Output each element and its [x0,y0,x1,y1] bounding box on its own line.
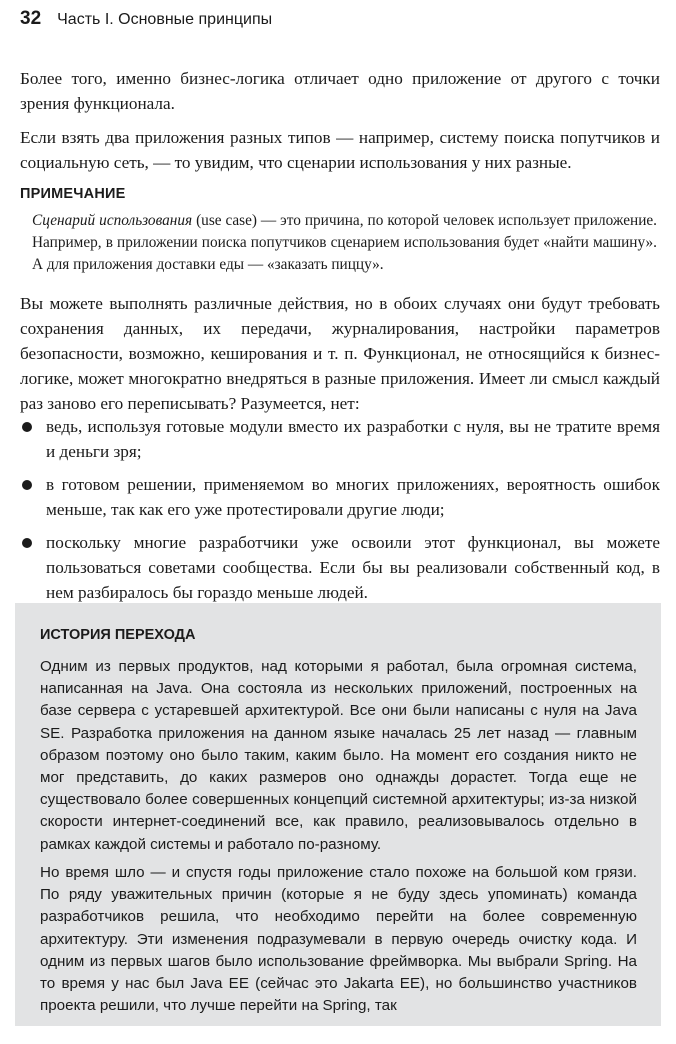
running-title: Часть I. Основные принципы [57,11,273,28]
bullet-text: поскольку многие разработчики уже освоили этот функционал, вы можете пользоваться советами сообщества. Если бы вы реализовали собственный код, в нем разбиралось бы гораздо меньше людей. [46,533,660,602]
sidebar-paragraph-1: Одним из первых продуктов, над которыми я работал, была огромная система, написанная на Java. Она состояла из нескольких приложений, построенных на базе сервера с устаревшей архитектурой. Все они были написаны с нуля на Java SE. Разработка приложения на данном языке началась 25 лет назад — главным образом поэтому оно было таким, каким было. На момент его создания никто не мог представить, до каких размеров оно однажды дорастет. Тогда еще не существовало более совершенных концепций системной архитектуры; из-за низкой скорости интернет-соединений все, как правило, реализовывалось отдельно в рамках каждой системы и работало по-разному. [40,658,637,853]
bullet-icon [22,538,32,548]
list-item [20,472,660,522]
sidebar-paragraph-2: Но время шло — и спустя годы приложение стало похоже на большой ком грязи. По ряду уважительных причин (которые я не буду здесь упоминать) команда разработчиков решила, что необходимо перейти на более современную архитектуру. Эти изменения подразумевали в первую очередь очистку кода. И одним из первых шагов было использование фреймворка. Мы выбрали Spring. На то время у нас был Java EE (сейчас это Jakarta EE), но большинство участников проекта решили, что лучше перейти на Spring, так [40,864,637,1015]
page-header [20,8,660,38]
bullet-icon [22,422,32,432]
list-item [20,414,660,464]
note-label: ПРИМЕЧАНИЕ [20,186,126,202]
bullet-icon [22,480,32,490]
note-text [32,210,657,276]
bullet-list [20,414,660,613]
page-number: 32 [20,8,42,29]
sidebar-title: ИСТОРИЯ ПЕРЕХОДА [40,627,196,643]
list-item [20,530,660,605]
note-body: (use case) — это причина, по которой человек использует приложение. Например, в приложении поиска попутчиков сценарием использования будет «найти машину». А для приложения доставки еды — «заказать пиццу». [32,212,657,273]
paragraph-1: Более того, именно бизнес-логика отличает одно приложение от другого с точки зрения функционала. [20,69,660,113]
paragraph-3: Вы можете выполнять различные действия, но в обоих случаях они будут требовать сохранения данных, их передачи, журналирования, настройки параметров безопасности, возможно, кеширования и т. п. Функционал, не относящийся к бизнес-логике, может многократно внедряться в разные приложения. Имеет ли смысл каждый раз заново его переписывать? Разумеется, нет: [20,294,660,413]
bullet-text: ведь, используя готовые модули вместо их разработки с нуля, вы не тратите время и деньги зря; [46,417,660,461]
bullet-text: в готовом решении, применяемом во многих приложениях, вероятность ошибок меньше, так как его уже протестировали другие люди; [46,475,660,519]
sidebar-box [15,603,661,1026]
note-term: Сценарий использования [32,212,193,229]
paragraph-2: Если взять два приложения разных типов — например, систему поиска попутчиков и социальную сеть, — то увидим, что сценарии использования у них разные. [20,128,660,172]
